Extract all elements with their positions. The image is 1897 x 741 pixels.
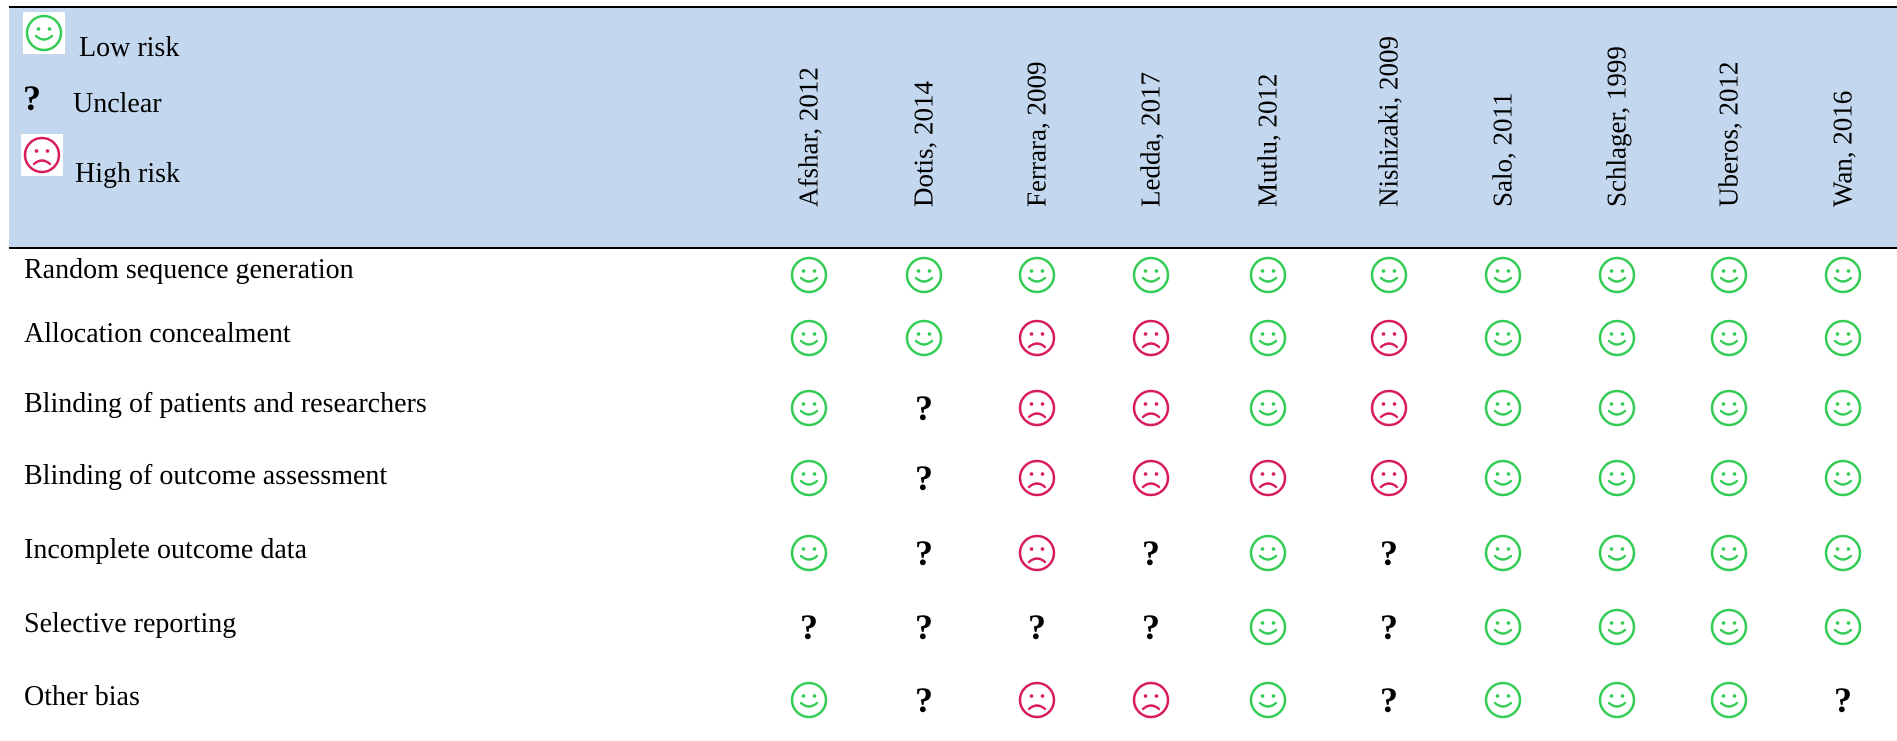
table-header: [9, 8, 1897, 248]
study-header-label: Dotis, 2014: [908, 80, 939, 207]
header-rule: [9, 247, 1897, 249]
unclear-icon: [902, 678, 946, 722]
low-risk-icon: [1481, 678, 1525, 722]
unclear-icon: [902, 456, 946, 500]
unclear-icon: [1015, 605, 1059, 649]
low-risk-icon: [1481, 531, 1525, 575]
low-risk-icon: [1246, 386, 1290, 430]
low-risk-icon: [1246, 253, 1290, 297]
domain-label: Random sequence generation: [24, 254, 354, 285]
unclear-icon: [787, 605, 831, 649]
question-mark: ?: [915, 388, 933, 428]
unclear-icon: [1367, 678, 1411, 722]
low-risk-legend-label: Low risk: [79, 32, 180, 63]
study-header: [1483, 14, 1523, 234]
low-risk-icon: [1246, 531, 1290, 575]
high-risk-icon: [1246, 456, 1290, 500]
low-risk-icon: [902, 253, 946, 297]
unclear-icon: [1821, 678, 1865, 722]
low-risk-legend-icon: [23, 12, 65, 59]
high-risk-icon: [1015, 316, 1059, 360]
high-risk-legend-icon: [21, 134, 63, 181]
low-risk-icon: [787, 253, 831, 297]
study-header-label: Ledda, 2017: [1135, 72, 1166, 207]
question-mark: ?: [1380, 607, 1398, 647]
study-header-label: Afshar, 2012: [793, 67, 824, 207]
low-risk-icon: [1129, 253, 1173, 297]
study-header: [1369, 14, 1409, 234]
low-risk-icon: [787, 456, 831, 500]
low-risk-icon: [1707, 605, 1751, 649]
low-risk-icon: [1821, 531, 1865, 575]
domain-label: Blinding of outcome assessment: [24, 460, 388, 491]
question-mark: ?: [800, 607, 818, 647]
high-risk-icon: [1015, 386, 1059, 430]
low-risk-icon: [1595, 456, 1639, 500]
question-mark: ?: [1142, 607, 1160, 647]
study-header: [1709, 14, 1749, 234]
low-risk-icon: [787, 678, 831, 722]
low-risk-icon: [787, 386, 831, 430]
high-risk-icon: [1367, 316, 1411, 360]
high-risk-icon: [1129, 386, 1173, 430]
study-header: [1248, 14, 1288, 234]
low-risk-icon: [1707, 316, 1751, 360]
study-header: [904, 14, 944, 234]
question-mark: ?: [1380, 680, 1398, 720]
low-risk-icon: [1481, 316, 1525, 360]
question-mark: ?: [1834, 680, 1852, 720]
study-header-label: Ferrara, 2009: [1021, 61, 1052, 207]
low-risk-icon: [1481, 386, 1525, 430]
question-mark: ?: [1028, 607, 1046, 647]
unclear-icon: [1367, 531, 1411, 575]
unclear-icon: [1367, 605, 1411, 649]
study-header-label: Uberos, 2012: [1713, 61, 1744, 207]
low-risk-icon: [1595, 531, 1639, 575]
question-mark: ?: [915, 680, 933, 720]
question-mark: ?: [915, 533, 933, 573]
unclear-icon: [902, 531, 946, 575]
study-header: [1823, 14, 1863, 234]
study-header-label: Nishizaki, 2009: [1373, 36, 1404, 207]
question-mark: ?: [915, 458, 933, 498]
low-risk-icon: [1821, 316, 1865, 360]
high-risk-icon: [1367, 456, 1411, 500]
unclear-legend-icon: ?: [23, 78, 41, 118]
high-risk-icon: [1129, 678, 1173, 722]
low-risk-icon: [1595, 605, 1639, 649]
low-risk-icon: [902, 316, 946, 360]
domain-label: Other bias: [24, 681, 140, 712]
low-risk-icon: [1246, 678, 1290, 722]
low-risk-icon: [1821, 456, 1865, 500]
low-risk-icon: [1481, 456, 1525, 500]
question-mark: ?: [1142, 533, 1160, 573]
low-risk-icon: [1367, 253, 1411, 297]
low-risk-icon: [1481, 253, 1525, 297]
unclear-icon: [1129, 605, 1173, 649]
high-risk-icon: [1015, 456, 1059, 500]
high-risk-icon: [1129, 316, 1173, 360]
low-risk-icon: [1821, 605, 1865, 649]
high-risk-icon: [1129, 456, 1173, 500]
study-header: [1131, 14, 1171, 234]
question-mark: ?: [1380, 533, 1398, 573]
study-header: [1597, 14, 1637, 234]
unclear-icon: [902, 605, 946, 649]
low-risk-icon: [1821, 386, 1865, 430]
low-risk-icon: [1595, 253, 1639, 297]
study-header-label: Schlager, 1999: [1601, 46, 1632, 207]
unclear-icon: [1129, 531, 1173, 575]
low-risk-icon: [1015, 253, 1059, 297]
domain-label: Selective reporting: [24, 608, 237, 639]
study-header-label: Mutlu, 2012: [1252, 73, 1283, 207]
study-header-label: Wan, 2016: [1827, 90, 1858, 207]
low-risk-icon: [1595, 316, 1639, 360]
unclear-legend-label: Unclear: [73, 88, 162, 119]
question-mark: ?: [915, 607, 933, 647]
high-risk-icon: [1015, 678, 1059, 722]
low-risk-icon: [1481, 605, 1525, 649]
domain-label: Blinding of patients and researchers: [24, 388, 427, 419]
high-risk-icon: [1367, 386, 1411, 430]
study-header: [789, 14, 829, 234]
low-risk-icon: [1707, 531, 1751, 575]
low-risk-icon: [1246, 605, 1290, 649]
low-risk-icon: [1707, 253, 1751, 297]
unclear-icon: [902, 386, 946, 430]
high-risk-icon: [1015, 531, 1059, 575]
study-header-label: Salo, 2011: [1487, 92, 1518, 207]
domain-label: Incomplete outcome data: [24, 534, 307, 565]
low-risk-icon: [1707, 678, 1751, 722]
low-risk-icon: [1595, 386, 1639, 430]
low-risk-icon: [1821, 253, 1865, 297]
low-risk-icon: [1707, 386, 1751, 430]
low-risk-icon: [787, 531, 831, 575]
low-risk-icon: [787, 316, 831, 360]
low-risk-icon: [1707, 456, 1751, 500]
domain-label: Allocation concealment: [24, 318, 291, 349]
high-risk-legend-label: High risk: [75, 158, 180, 189]
low-risk-icon: [1595, 678, 1639, 722]
study-header: [1017, 14, 1057, 234]
low-risk-icon: [1246, 316, 1290, 360]
